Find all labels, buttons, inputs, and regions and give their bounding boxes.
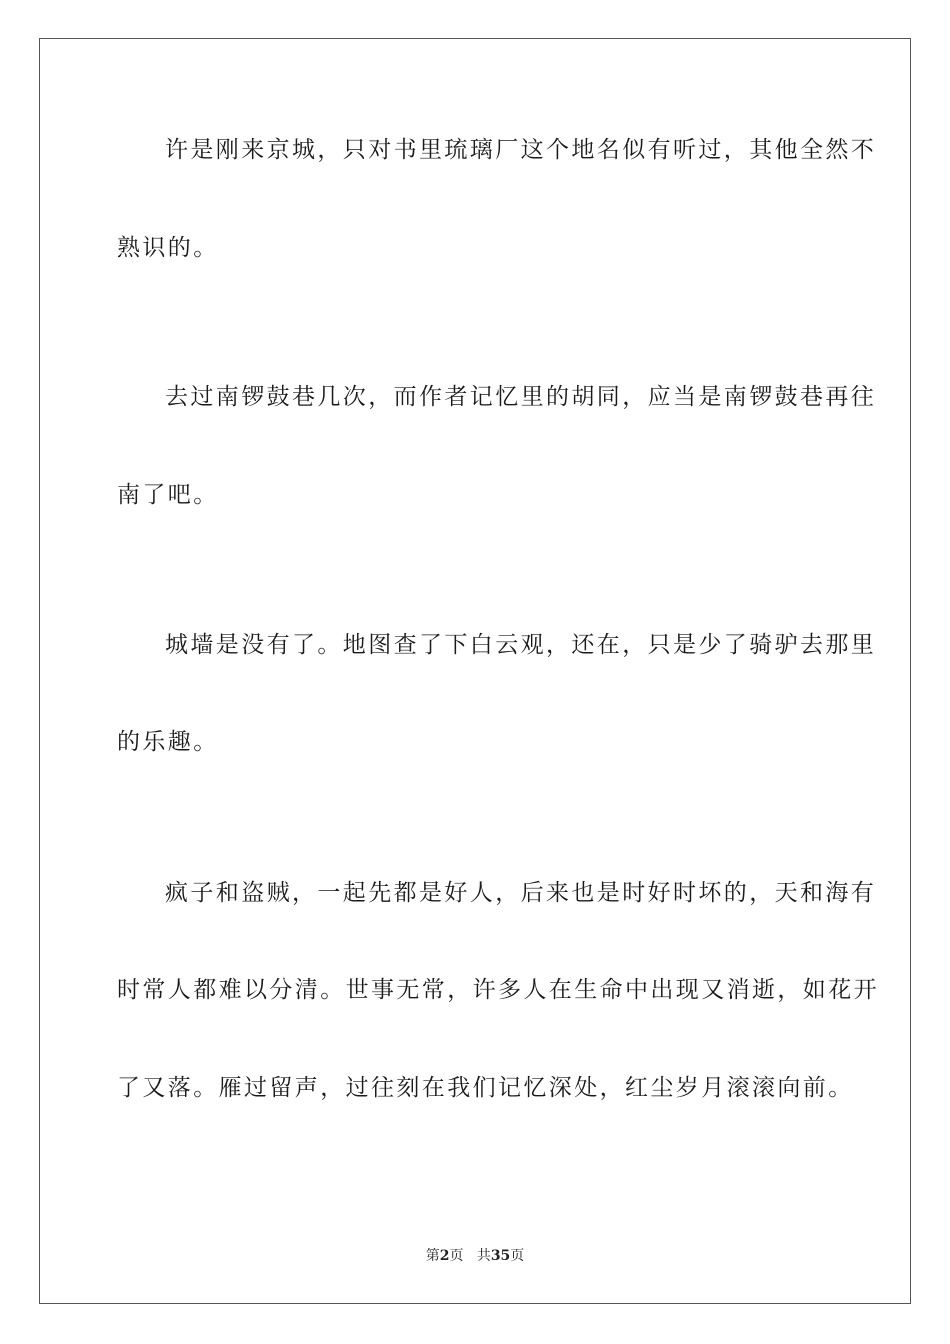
paragraph-4-line-1: 疯子和盗贼，一起先都是好人，后来也是时好时坏的，天和海有	[165, 880, 877, 906]
footer-page-suffix: 页	[449, 1248, 464, 1264]
paragraph-3-line-2: 的乐趣。	[117, 729, 219, 755]
footer-total-prefix: 共	[476, 1248, 491, 1264]
paragraph-2-line-1: 去过南锣鼓巷几次，而作者记忆里的胡同，应当是南锣鼓巷再往	[165, 384, 877, 410]
footer-total-suffix: 页	[510, 1248, 525, 1264]
footer-total-pages: 35	[490, 1248, 511, 1264]
paragraph-3-line-1: 城墙是没有了。地图查了下白云观，还在，只是少了骑驴去那里	[165, 632, 877, 658]
page-footer	[0, 1246, 950, 1266]
paragraph-2-line-2: 南了吧。	[117, 482, 219, 508]
page-border	[39, 38, 911, 1304]
footer-page-number: 2	[439, 1248, 450, 1264]
footer-page-prefix: 第	[425, 1248, 440, 1264]
paragraph-1-line-1: 许是刚来京城，只对书里琉璃厂这个地名似有听过，其他全然不	[165, 137, 877, 163]
paragraph-4-line-2: 时常人都难以分清。世事无常，许多人在生命中出现又消逝，如花开	[117, 977, 879, 1003]
paragraph-1-line-2: 熟识的。	[117, 235, 219, 261]
paragraph-4-line-3: 了又落。雁过留声，过往刻在我们记忆深处，红尘岁月滚滚向前。	[117, 1075, 854, 1101]
